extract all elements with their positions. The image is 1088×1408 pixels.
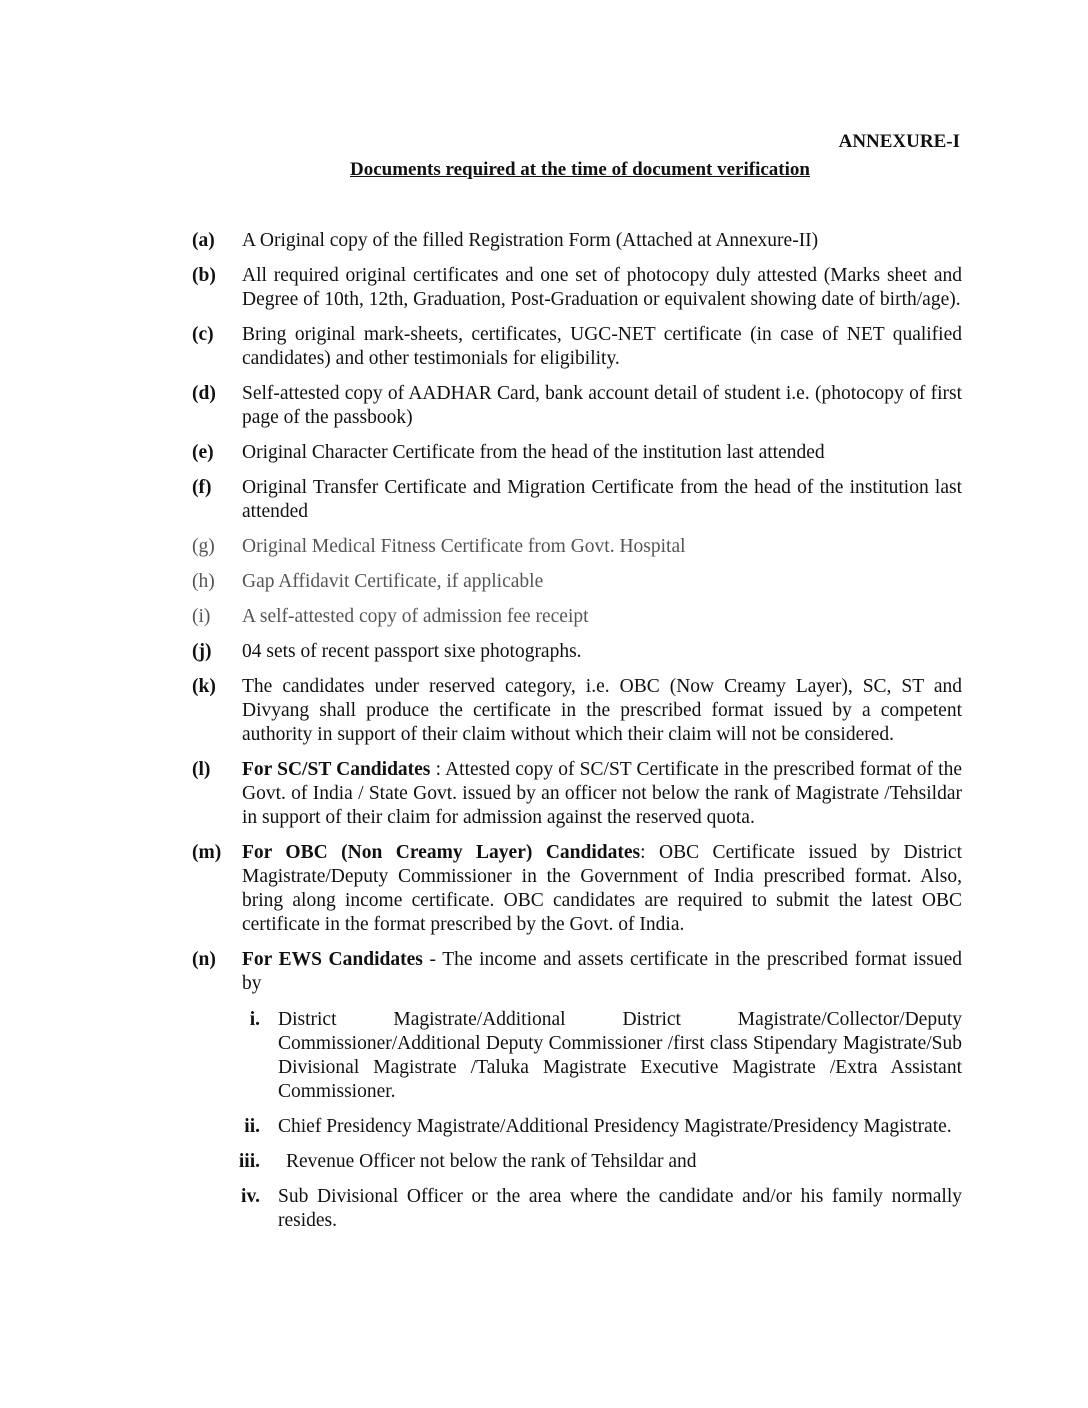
list-item-e	[192, 441, 962, 465]
item-text: : OBC Certificate issued by District Magistrate/Deputy Commissioner in the Government of India prescribed format. Also, bring along income certificate. OBC candidates are required to submit the latest OBC certificate in the format prescribed by the Govt. of India.	[242, 842, 962, 935]
item-label: (m)	[192, 842, 222, 863]
sub-item-iv	[232, 1185, 962, 1233]
sub-item-text: Chief Presidency Magistrate/Additional Presidency Magistrate/Presidency Magistrate.	[278, 1116, 952, 1137]
sub-item-text: District Magistrate/Additional District Magistrate/Collector/Deputy Commissioner/Additional Deputy Commissioner /first class Stipendary Magistrate/Sub Divisional Magistrate /Taluka Magistrate Executive Magistrate /Extra Assistant Commissioner.	[278, 1009, 962, 1102]
sub-item-text: Revenue Officer not below the rank of Tehsildar and	[286, 1151, 697, 1172]
list-item-c	[192, 323, 962, 371]
item-label: (e)	[192, 442, 214, 463]
list-item-m	[192, 841, 962, 937]
item-heading: For EWS Candidates	[242, 949, 423, 970]
list-item-k	[192, 675, 962, 747]
item-text: Original Character Certificate from the head of the institution last attended	[242, 442, 825, 463]
sub-item-ii	[232, 1115, 962, 1139]
sub-item-label: ii.	[244, 1116, 260, 1137]
list-item-f	[192, 476, 962, 524]
list-item-d	[192, 382, 962, 430]
item-label: (k)	[192, 676, 216, 697]
item-label: (a)	[192, 230, 215, 251]
item-text: Original Medical Fitness Certificate from Govt. Hospital	[242, 536, 686, 557]
item-label: (c)	[192, 324, 214, 345]
item-text: Gap Affidavit Certificate, if applicable	[242, 571, 544, 592]
item-text: A Original copy of the filled Registration Form (Attached at Annexure-II)	[242, 230, 819, 251]
item-label: (h)	[192, 571, 215, 592]
item-text: The candidates under reserved category, i.e. OBC (Now Creamy Layer), SC, ST and Divyang shall produce the certificate in the prescribed format issued by a competent authority in support of their claim without which their claim will not be considered.	[242, 676, 962, 745]
item-label: (d)	[192, 383, 216, 404]
list-item-i	[192, 605, 962, 629]
item-label: (i)	[192, 606, 211, 627]
document-list	[192, 229, 962, 1244]
ews-authority-list	[232, 1008, 962, 1233]
item-text: All required original certificates and one set of photocopy duly attested (Marks sheet and Degree of 10th, 12th, Graduation, Post-Graduation or equivalent showing date of birth/age).	[242, 265, 962, 310]
sub-item-label: i.	[249, 1009, 260, 1030]
item-text: Original Transfer Certificate and Migration Certificate from the head of the institution last attended	[242, 477, 962, 522]
item-text: 04 sets of recent passport sixe photographs.	[242, 641, 582, 662]
item-label: (f)	[192, 477, 212, 498]
item-text: : Attested copy of SC/ST Certificate in the prescribed format of the Govt. of India / State Govt. issued by an officer not below the rank of Magistrate /Tehsildar in support of their claim for admission against the reserved quota.	[242, 759, 962, 828]
item-heading: For OBC (Non Creamy Layer) Candidates	[242, 842, 641, 863]
sub-item-label: iii.	[238, 1151, 260, 1172]
item-label: (j)	[192, 641, 212, 662]
item-label: (n)	[192, 949, 216, 970]
list-item-b	[192, 264, 962, 312]
sub-item-text: Sub Divisional Officer or the area where the candidate and/or his family normally resides.	[278, 1186, 962, 1231]
item-label: (l)	[192, 759, 211, 780]
sub-item-label: iv.	[241, 1186, 260, 1207]
item-text: Bring original mark-sheets, certificates, UGC-NET certificate (in case of NET qualified candidates) and other testimonials for eligibility.	[242, 324, 962, 369]
list-item-l	[192, 758, 962, 830]
annexure-label: ANNEXURE-I	[838, 131, 960, 152]
item-text: Self-attested copy of AADHAR Card, bank account detail of student i.e. (photocopy of first page of the passbook)	[242, 383, 962, 428]
sub-item-i	[232, 1008, 962, 1104]
item-text: A self-attested copy of admission fee receipt	[242, 606, 589, 627]
list-item-a	[192, 229, 962, 253]
list-item-h	[192, 570, 962, 594]
document-title: Documents required at the time of document verification	[350, 159, 810, 180]
list-item-g	[192, 535, 962, 559]
list-item-n	[192, 948, 962, 1233]
item-text: - The income and assets certificate in the prescribed format issued by	[242, 949, 962, 994]
list-item-j	[192, 640, 962, 664]
item-label: (b)	[192, 265, 216, 286]
sub-item-iii	[232, 1150, 962, 1174]
item-heading: For SC/ST Candidates	[242, 759, 431, 780]
item-label: (g)	[192, 536, 215, 557]
